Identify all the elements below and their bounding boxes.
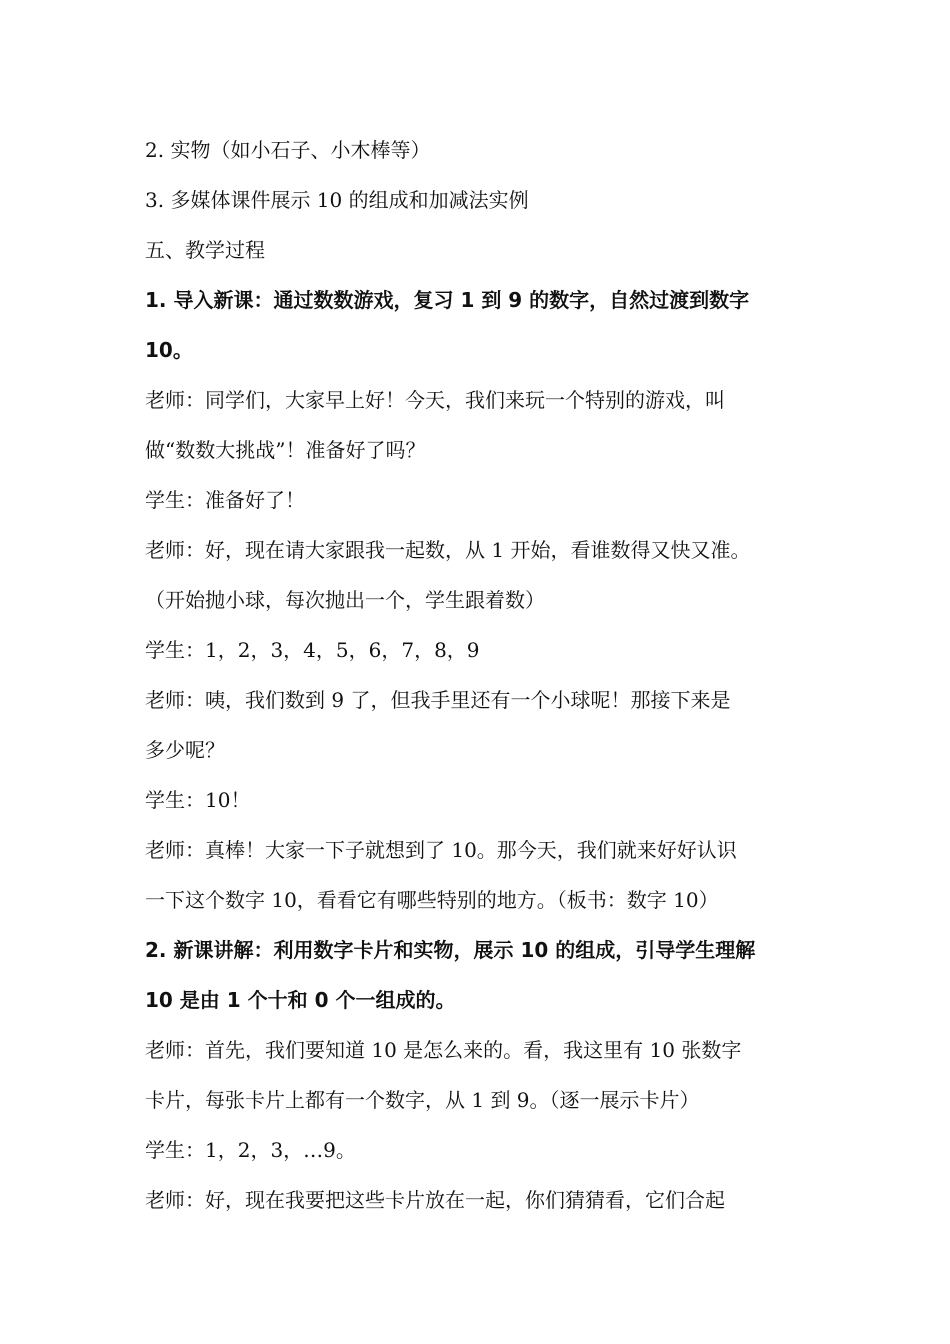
step-heading: 10 是由 1 个十和 0 个一组成的。 [145,988,456,1012]
section-heading: 五、教学过程 [145,238,265,262]
dialogue-line: 多少呢？ [145,738,225,762]
dialogue-line: 学生：准备好了！ [145,488,305,512]
dialogue-line: 老师：首先，我们要知道 10 是怎么来的。看，我这里有 10 张数字 [145,1038,742,1062]
dialogue-line: 做“数数大挑战”！准备好了吗？ [145,438,426,462]
dialogue-line: 学生：10！ [145,788,251,812]
dialogue-line: 学生：1，2，3，4，5，6，7，8，9 [145,638,480,662]
dialogue-line: 学生：1，2，3，…9。 [145,1138,356,1162]
dialogue-line: 一下这个数字 10，看看它有哪些特别的地方。（板书：数字 10） [145,888,719,912]
dialogue-line: 老师：好，现在请大家跟我一起数，从 1 开始，看谁数得又快又准。 [145,538,751,562]
text-line: 2. 实物（如小石子、小木棒等） [145,138,431,162]
dialogue-line: 老师：咦，我们数到 9 了，但我手里还有一个小球呢！那接下来是 [145,688,731,712]
dialogue-line: 老师：同学们，大家早上好！今天，我们来玩一个特别的游戏，叫 [145,388,725,412]
text-line: 3. 多媒体课件展示 10 的组成和加减法实例 [145,188,529,212]
dialogue-line: 老师：好，现在我要把这些卡片放在一起，你们猜猜看，它们合起 [145,1188,725,1212]
dialogue-line: （开始抛小球，每次抛出一个，学生跟着数） [145,588,545,612]
step-heading: 2. 新课讲解：利用数字卡片和实物，展示 10 的组成，引导学生理解 [145,938,756,962]
dialogue-line: 老师：真棒！大家一下子就想到了 10。那今天，我们就来好好认识 [145,838,737,862]
step-heading: 1. 导入新课：通过数数游戏，复习 1 到 9 的数字，自然过渡到数字 [145,288,750,312]
step-heading: 10。 [145,338,193,362]
dialogue-line: 卡片，每张卡片上都有一个数字，从 1 到 9。（逐一展示卡片） [145,1088,700,1112]
